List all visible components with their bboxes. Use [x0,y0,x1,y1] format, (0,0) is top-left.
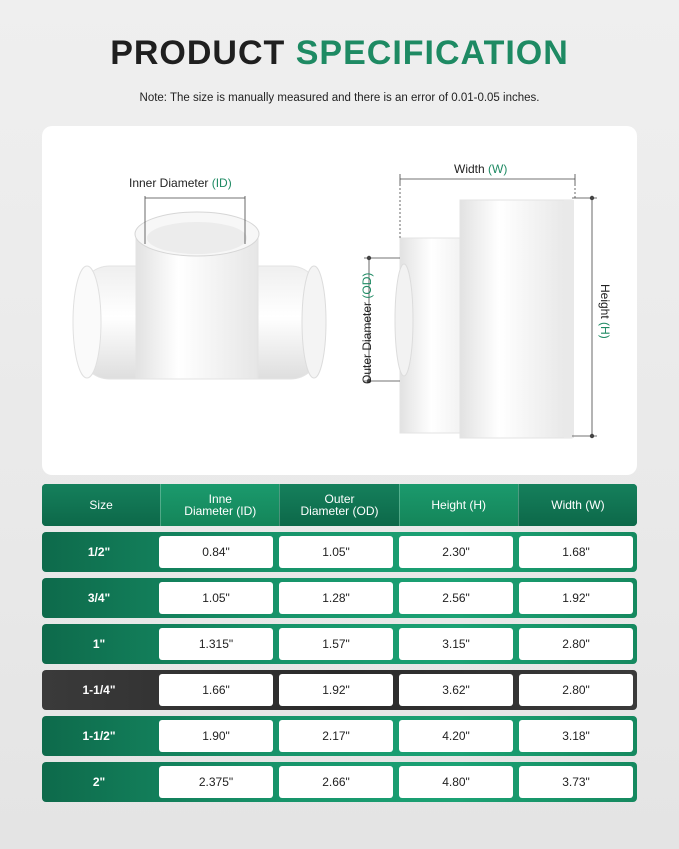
header-height: Height (H) [399,484,518,526]
cell-width: 1.68" [519,536,633,568]
cell-od: 1.57" [279,628,393,660]
cell-width: 2.80" [519,628,633,660]
spec-table [42,484,637,802]
table-row-highlighted [42,670,637,710]
header-width: Width (W) [518,484,637,526]
cell-width: 2.80" [519,674,633,706]
tee-right-view [395,200,574,438]
cell-size: 2" [92,775,106,789]
cell-width: 1.92" [519,582,633,614]
spec-table-header [42,484,637,526]
diagram-panel [42,126,637,475]
width-label: Width (W) [454,162,508,176]
table-row [42,578,637,618]
measurement-note: Note: The size is manually measured and there is an error of 0.01-0.05 inches. [139,92,540,104]
cell-size: 1-1/4" [82,683,116,697]
cell-width: 3.73" [519,766,633,798]
cell-id: 1.315" [159,628,273,660]
cell-size: 1-1/2" [82,729,116,743]
header-inner-diameter: Inne Diameter (ID) [160,484,279,526]
cell-od: 1.05" [279,536,393,568]
cell-size: 3/4" [87,591,111,605]
outer-diameter-label: Outer Diameter (OD) [360,272,374,384]
cell-height: 2.56" [399,582,513,614]
cell-height: 3.62" [399,674,513,706]
cell-id: 2.375" [159,766,273,798]
cell-size: 1" [92,637,106,651]
cell-width: 3.18" [519,720,633,752]
cell-id: 1.90" [159,720,273,752]
cell-id: 0.84" [159,536,273,568]
table-row [42,532,637,572]
header-size: Size [42,484,160,526]
table-row [42,716,637,756]
cell-height: 2.30" [399,536,513,568]
page-title [0,34,679,73]
tee-left-view [73,212,326,379]
title-part-2: SPECIFICATION [295,34,569,72]
cell-od: 2.17" [279,720,393,752]
height-label: Height (H) [598,284,612,339]
cell-od: 2.66" [279,766,393,798]
height-dimension [572,196,597,438]
cell-od: 1.92" [279,674,393,706]
title-part-1: PRODUCT [110,34,286,72]
table-row [42,762,637,802]
cell-height: 3.15" [399,628,513,660]
header-outer-diameter: Outer Diameter (OD) [279,484,398,526]
cell-id: 1.66" [159,674,273,706]
cell-od: 1.28" [279,582,393,614]
cell-height: 4.20" [399,720,513,752]
cell-height: 4.80" [399,766,513,798]
table-row [42,624,637,664]
cell-size: 1/2" [87,545,111,559]
cell-id: 1.05" [159,582,273,614]
inner-diameter-label: Inner Diameter (ID) [129,176,232,190]
